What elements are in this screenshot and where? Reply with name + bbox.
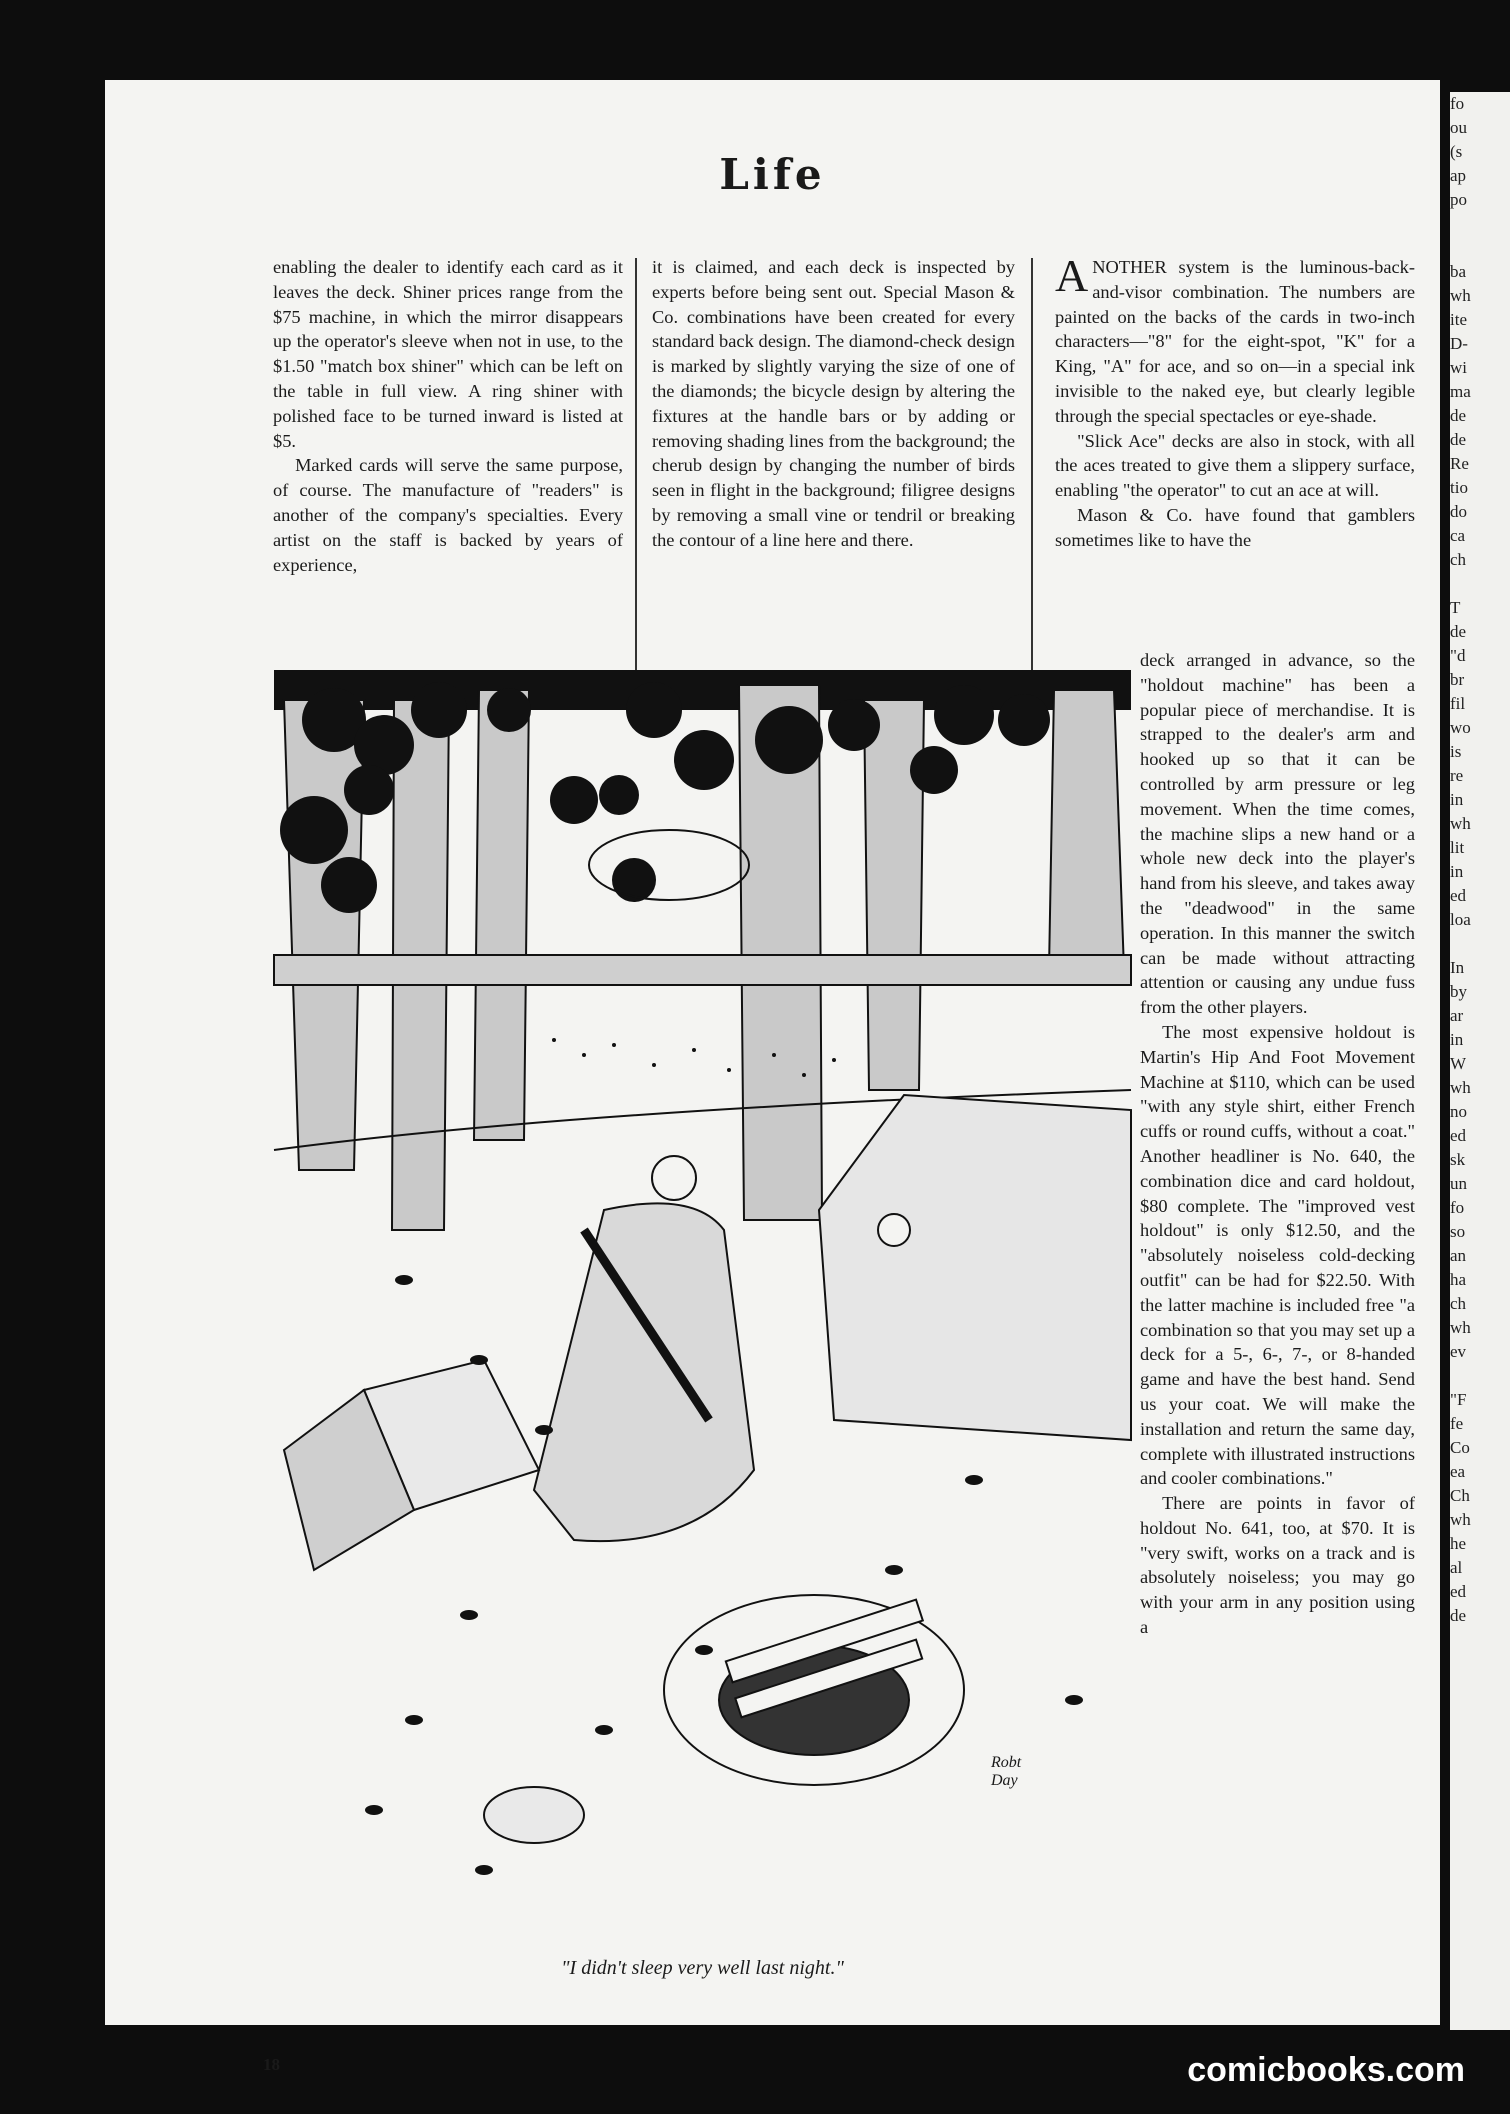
text-column-2 — [652, 255, 1015, 553]
masthead-title: Life — [719, 150, 826, 199]
paragraph: "Slick Ace" decks are also in stock, with all the aces treated to give them a slippery surface, enabling "the operator" to cut an ace at will. — [1055, 430, 1415, 501]
campfire — [664, 1595, 964, 1785]
adjacent-page-text: fo ou (s ap po ba wh ite D- wi ma de de Re tio do ca ch T de "d br fil wo is re in wh lit in ed loa In by ar in W wh no ed sk un fo so an ha ch wh ev "F fe Co ea Ch wh he al ed de — [1450, 94, 1471, 1625]
tent — [819, 1095, 1131, 1440]
watermark: comicbooks.com — [1187, 2051, 1465, 2089]
artist-signature: Robt Day — [991, 1754, 1022, 1789]
drop-cap: A — [1055, 250, 1089, 301]
sleeping-bag — [534, 1203, 754, 1541]
pot — [484, 1787, 584, 1843]
cloud — [589, 830, 749, 900]
text-column-3 — [1055, 250, 1415, 553]
wood-crate — [284, 1360, 539, 1570]
paragraph: ANOTHER system is the luminous-back-and-visor combination. The numbers are painted on the backs of the cards in two-inch characters—"8" for the eight-spot, "K" for a King, "A" for ace, and so on—in a special ink invisible to the naked eye, but clearly legible through the special spectacles or eye-shade. — [1055, 250, 1415, 426]
column-divider — [1031, 258, 1033, 730]
man-head — [652, 1156, 696, 1200]
page-number: 18 — [263, 2055, 280, 2074]
paragraph: it is claimed, and each deck is inspected by experts before being sent out. Special Mason & Co. combinations have been created for every standard back design. The diamond-check design is marked by slightly varying the size of one of the diamonds; the bicycle design by altering the fixtures at the handle bars or by adding or removing shading lines from the background; the cherub design by changing the number of birds seen in flight in the background; filigree designs by removing a small vine or tendril or breaking the contour of a line here and there. — [652, 257, 1015, 550]
adjacent-page-edge — [1450, 92, 1510, 2030]
paragraph: deck arranged in advance, so the "holdout machine" has been a popular piece of merchandise. It is strapped to the dealer's arm and hooked up so that it can be controlled by arm pressure or leg movement. When the time comes, the machine slips a new hand or a whole new deck into the player's hand from his sleeve, and takes away the "deadwood" in the same operation. In this manner the switch can be made without attracting attention or causing any undue fuss from the other players. — [1140, 650, 1415, 1018]
cartoon-caption: "I didn't sleep very well last night." — [561, 1957, 844, 1979]
paragraph: Marked cards will serve the same purpose, of course. The manufacture of "readers" is another of the company's specialties. Every artist on the staff is backed by years of experience, — [273, 455, 623, 575]
paragraph: There are points in favor of holdout No. 641, too, at $70. It is "very swift, works on a track and is absolutely noiseless; you may go with your arm in any position using a — [1140, 1493, 1415, 1638]
paragraph: Mason & Co. have found that gamblers sometimes like to have the — [1055, 504, 1415, 550]
hedge — [274, 955, 1131, 985]
paragraph: The most expensive holdout is Martin's Hip And Foot Movement Machine at $110, which can be used "with any style shirt, either French cuffs or round cuffs, without a coat." Another headliner is No. 640, the combination dice and card holdout, $80 complete. The "improved vest holdout" is only $12.50, and the "absolutely noiseless cold-decking outfit" can be had for $22.50. With the latter machine is included free "a combination so that you may set up a deck for a 5-, 6-, 7-, or 8-handed game and have the best hand. Send us your coat. We will make the installation and return the same day, complete with illustrated instructions and cooler combinations." — [1140, 1021, 1415, 1489]
text-column-3-continued — [1140, 648, 1415, 1640]
paragraph: enabling the dealer to identify each card as it leaves the deck. Shiner prices range from the $75 machine, in which the mirror disappears up the operator's sleeve when not in use, to the $1.50 "match box shiner" which can be left on the table in full view. A ring shiner with polished face to be turned inward is listed at $5. — [273, 257, 623, 451]
column-divider — [635, 258, 637, 730]
text-column-1 — [273, 255, 623, 577]
camper-in-tent — [878, 1214, 910, 1246]
